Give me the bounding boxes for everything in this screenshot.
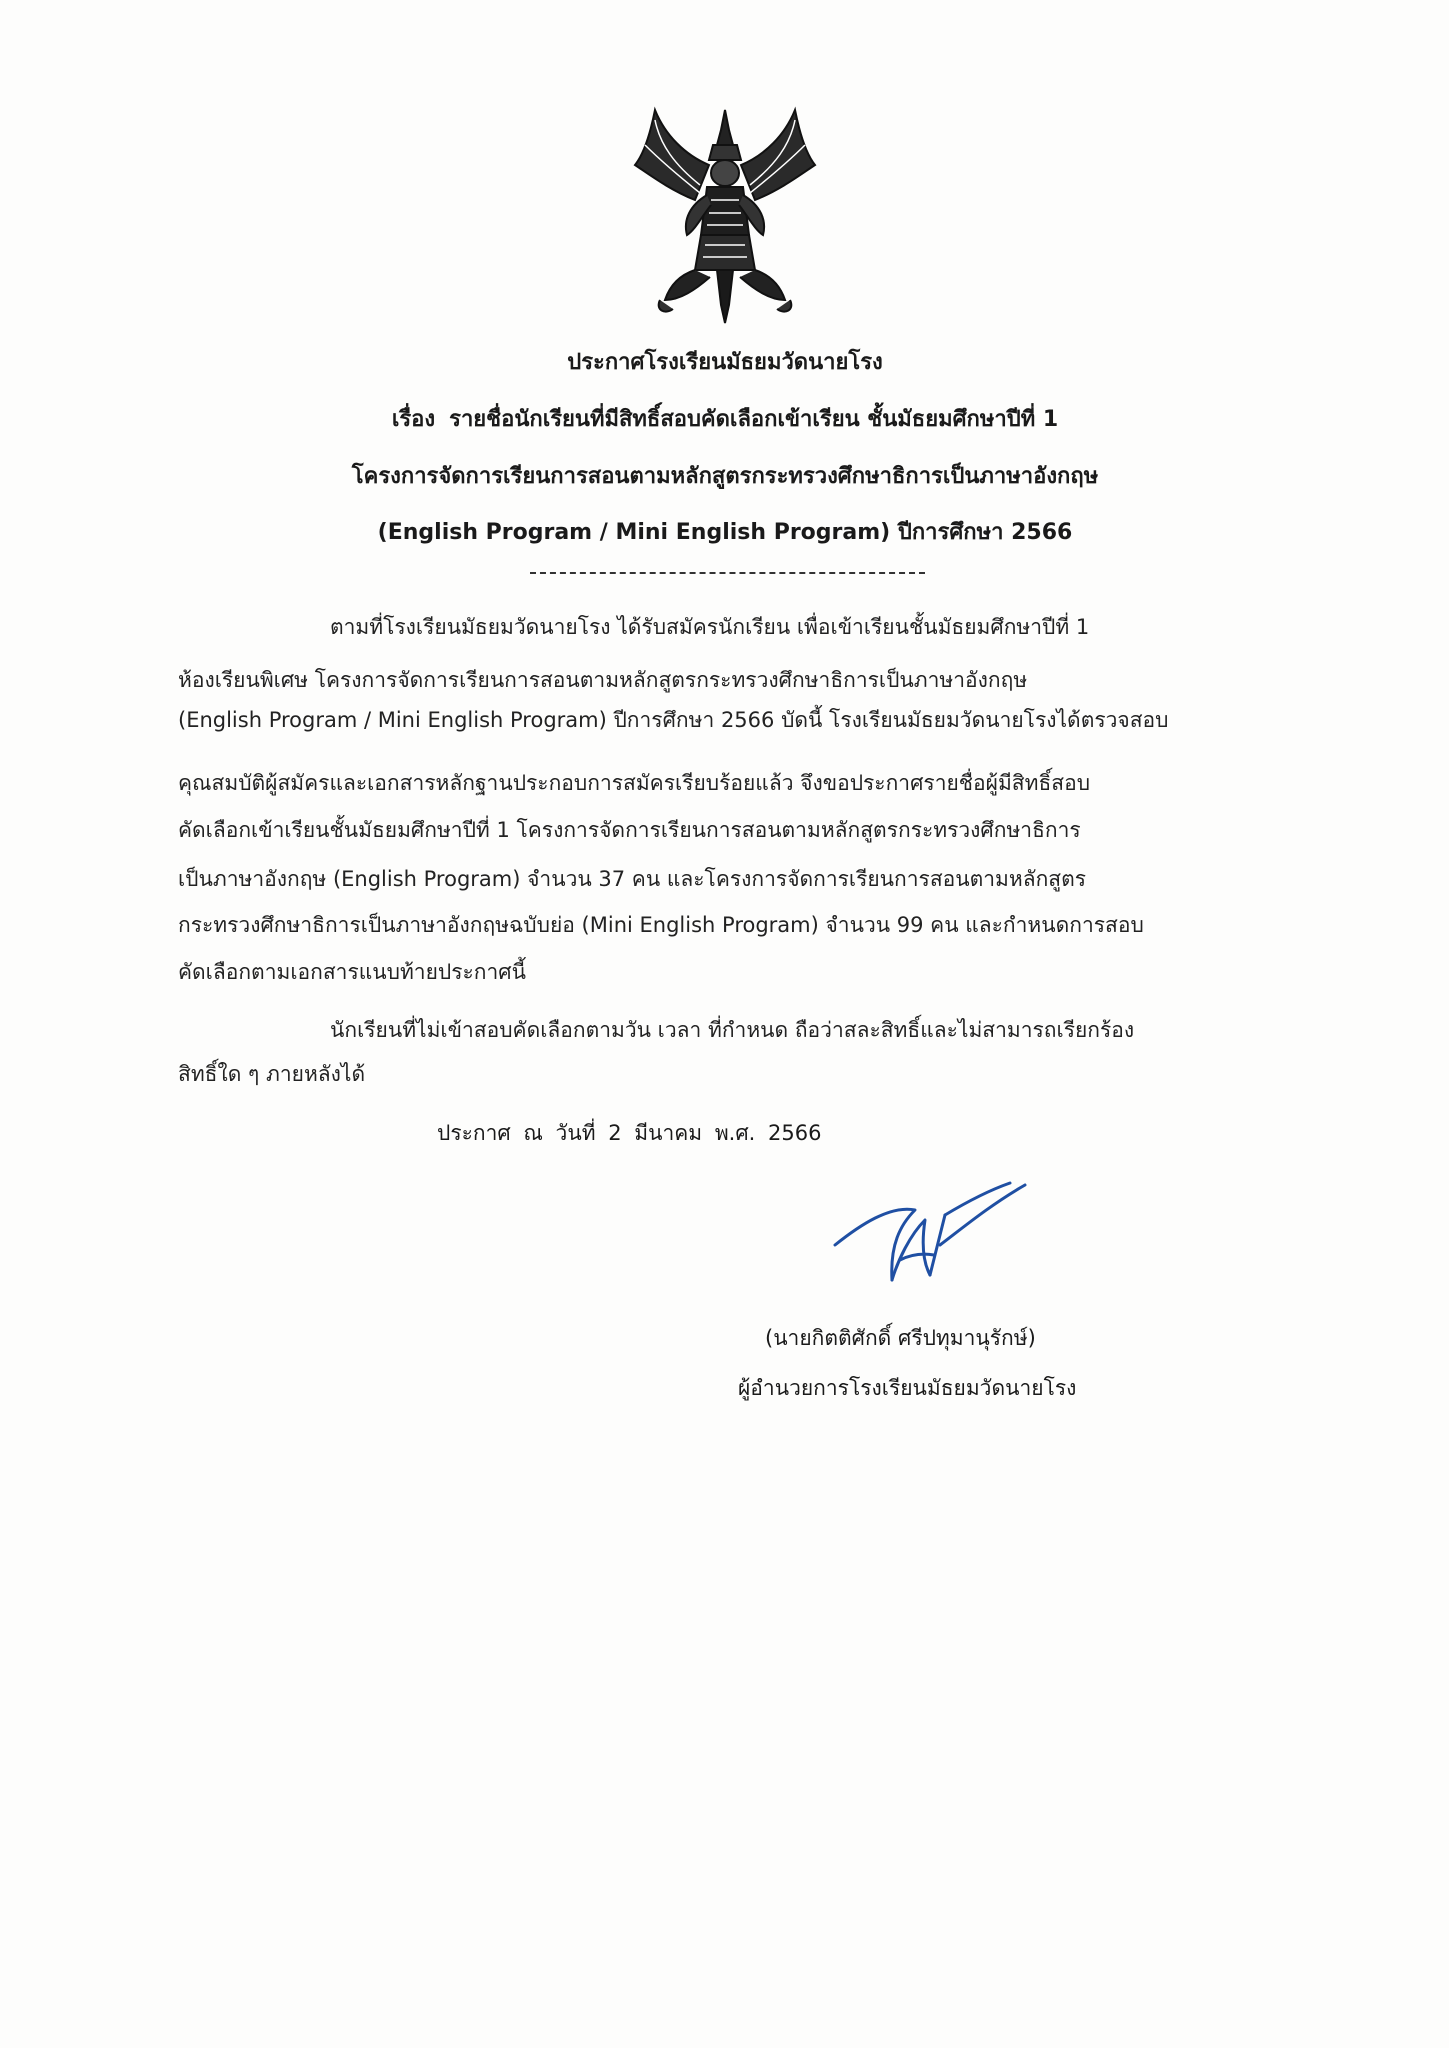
program-subtitle: (English Program / Mini English Program) ปีการศึกษา 2566 (377, 520, 1073, 545)
body-line: กระทรวงศึกษาธิการเป็นภาษาอังกฤษฉบับย่อ (Mini English Program) จำนวน 99 คน และกำหนดการสอบ (178, 913, 1144, 937)
body-line: สิทธิ์ใด ๆ ภายหลังได้ (178, 1062, 366, 1086)
garuda-emblem-icon (625, 105, 825, 325)
announcement-date: ประกาศ ณ วันที่ 2 มีนาคม พ.ศ. 2566 (437, 1121, 822, 1145)
body-line: นักเรียนที่ไม่เข้าสอบคัดเลือกตามวัน เวลา ที่กำหนด ถือว่าสละสิทธิ์และไม่สามารถเรียกร้อง (330, 1018, 1135, 1042)
title-separator (530, 572, 925, 574)
body-line: คุณสมบัติผู้สมัครและเอกสารหลักฐานประกอบการสมัครเรียบร้อยแล้ว จึงขอประกาศรายชื่อผู้มีสิทธิ์สอบ (178, 771, 1091, 795)
subject-label: เรื่อง (391, 407, 436, 432)
signature-icon (830, 1175, 1030, 1295)
body-line: คัดเลือกตามเอกสารแนบท้ายประกาศนี้ (178, 960, 526, 984)
body-line: คัดเลือกเข้าเรียนชั้นมัธยมศึกษาปีที่ 1 โครงการจัดการเรียนการสอนตามหลักสูตรกระทรวงศึกษาธิการ (178, 818, 1081, 842)
body-line: ห้องเรียนพิเศษ โครงการจัดการเรียนการสอนตามหลักสูตรกระทรวงศึกษาธิการเป็นภาษาอังกฤษ (178, 668, 1028, 692)
body-line: (English Program / Mini English Program) ปีการศึกษา 2566 บัดนี้ โรงเรียนมัธยมวัดนายโรงได้ตรวจสอบ (178, 708, 1169, 732)
signer-position: ผู้อำนวยการโรงเรียนมัธยมวัดนายโรง (738, 1376, 1077, 1400)
subject-text: รายชื่อนักเรียนที่มีสิทธิ์สอบคัดเลือกเข้าเรียน ชั้นมัธยมศึกษาปีที่ 1 (449, 407, 1059, 432)
signer-name: (นายกิตติศักดิ์ ศรีปทุมานุรักษ์) (765, 1326, 1036, 1350)
body-line: เป็นภาษาอังกฤษ (English Program) จำนวน 37 คน และโครงการจัดการเรียนการสอนตามหลักสูตร (178, 867, 1087, 891)
body-line: ตามที่โรงเรียนมัธยมวัดนายโรง ได้รับสมัครนักเรียน เพื่อเข้าเรียนชั้นมัธยมศึกษาปีที่ 1 (330, 615, 1090, 639)
program-title: โครงการจัดการเรียนการสอนตามหลักสูตรกระทรวงศึกษาธิการเป็นภาษาอังกฤษ (351, 464, 1099, 489)
announcement-title: ประกาศโรงเรียนมัธยมวัดนายโรง (567, 350, 883, 375)
subject-line (180, 407, 1270, 433)
